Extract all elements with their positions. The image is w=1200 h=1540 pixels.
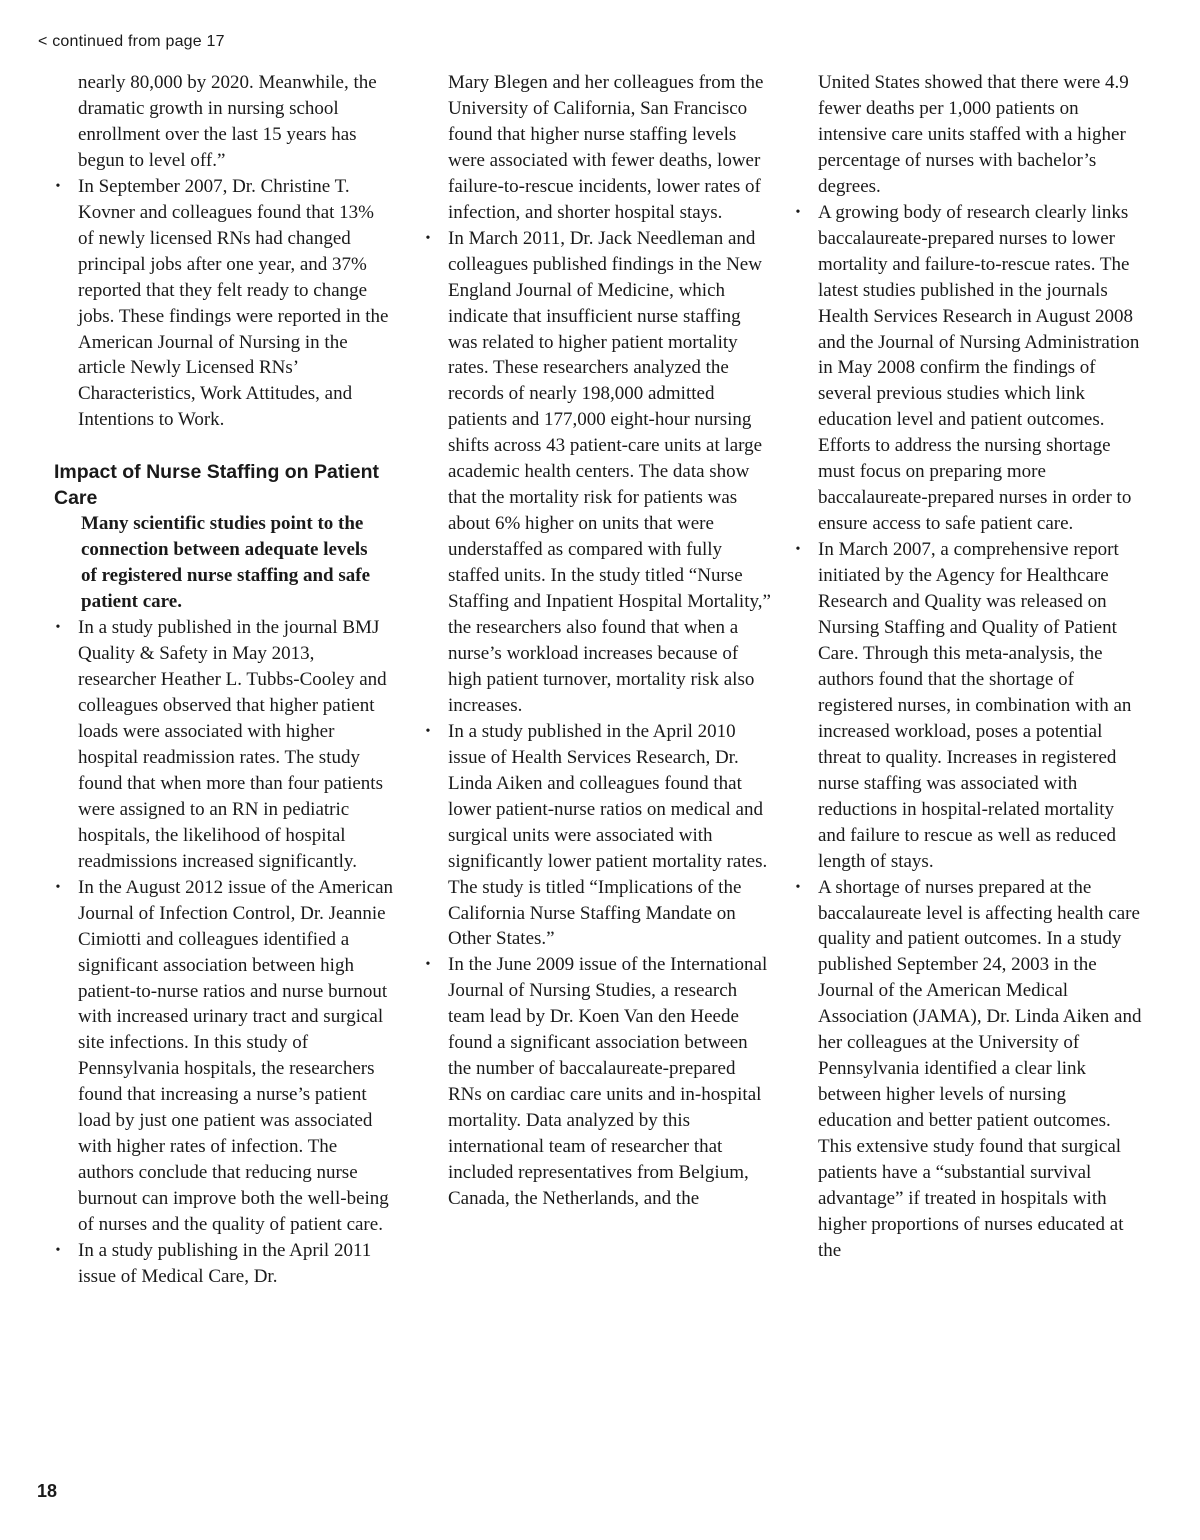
- article-column-3: [794, 70, 1142, 1264]
- bullet-icon: •: [55, 879, 61, 895]
- bullet-icon: •: [795, 879, 801, 895]
- continued-paragraph: Mary Blegen and her colleagues from the University of California, San Francisco found that higher nurse staffing levels were associated with fewer deaths, lower failure-to-rescue incidents, lower rates of infection, and shorter hospital stays.: [448, 72, 764, 223]
- continued-paragraph: nearly 80,000 by 2020. Meanwhile, the dramatic growth in nursing school enrollment over the last 15 years has begun to level off.”: [78, 72, 377, 171]
- list-item: [424, 226, 772, 719]
- bullet-icon: •: [425, 957, 431, 973]
- article-column-2: [424, 70, 772, 1212]
- list-item: [54, 875, 394, 1238]
- article-column-1: [54, 70, 394, 1290]
- bullet-icon: •: [55, 178, 61, 194]
- list-item: [424, 952, 772, 1212]
- list-item-text: In a study published in the April 2010 issue of Health Services Research, Dr. Linda Aiken and colleagues found that lower patient-nurse ratios on medical and surgical units were associated with significantly lower patient mortality rates. The study is titled “Implications of the California Nurse Staffing Mandate on Other States.”: [448, 720, 768, 950]
- list-item-text: A growing body of research clearly links baccalaureate-prepared nurses to lower mortality and failure-to-rescue rates. The latest studies published in the journals Health Services Research in August 2008 and the Journal of Nursing Administration in May 2008 confirm the findings of several previous studies which link education level and patient outcomes. Efforts to address the nursing shortage must focus on preparing more baccalaureate-prepared nurses in order to ensure access to safe patient care.: [818, 201, 1140, 535]
- list-item-text: In September 2007, Dr. Christine T. Kovner and colleagues found that 13% of newly licensed RNs had changed principal jobs after one year, and 37% reported that they felt ready to change jobs. These findings were reported in the American Journal of Nursing in the article Newly Licensed RNs’ Characteristics, Work Attitudes, and Intentions to Work.: [78, 175, 389, 431]
- bullet-list: [54, 174, 394, 434]
- list-item: [54, 174, 394, 434]
- list-item-text: In a study published in the journal BMJ Quality & Safety in May 2013, researcher Heather L. Tubbs-Cooley and colleagues observed that higher patient loads were associated with higher hospital readmission rates. The study found that when more than four patients were assigned to an RN in pediatric hospitals, the likelihood of hospital readmissions increased significantly.: [78, 617, 387, 872]
- list-item-text: A shortage of nurses prepared at the baccalaureate level is affecting health care quality and patient outcomes. In a study published September 24, 2003 in the Journal of the American Medical Association (JAMA), Dr. Linda Aiken and her colleagues at the University of Pennsylvania identified a clear link between higher levels of nursing education and better patient outcomes. This extensive study found that surgical patients have a “substantial survival advantage” if treated in hospitals with higher proportions of nurses educated at the: [818, 876, 1142, 1261]
- continued-paragraph: United States showed that there were 4.9 fewer deaths per 1,000 patients on intensive care units staffed with a higher percentage of nurses with bachelor’s degrees.: [818, 72, 1129, 197]
- bullet-icon: •: [425, 230, 431, 246]
- running-head: < continued from page 17: [38, 33, 225, 50]
- bullet-icon: •: [55, 1243, 61, 1259]
- list-item-text: In March 2011, Dr. Jack Needleman and colleagues published findings in the New England Journal of Medicine, which indicate that insufficient nurse staffing was related to higher patient mortality rates. These researchers analyzed the records of nearly 198,000 admitted patients and 177,000 eight-hour nursing shifts across 43 patient-care units at large academic health centers. The data show that the mortality risk for patients was about 6% higher on units that were understaffed as compared with fully staffed units. In the study titled “Nurse Staffing and Inpatient Hospital Mortality,” the researchers also found that when a nurse’s workload increases because of high patient turnover, mortality risk also increases.: [448, 227, 771, 716]
- list-item-text: In a study publishing in the April 2011 issue of Medical Care, Dr.: [78, 1240, 372, 1287]
- page-number: 18: [37, 1481, 58, 1501]
- bullet-icon: •: [795, 542, 801, 558]
- list-item: [54, 1238, 394, 1290]
- lead-line: connection between adequate levels: [81, 539, 368, 561]
- list-item-text: In the August 2012 issue of the American Journal of Infection Control, Dr. Jeannie Cimiotti and colleagues identified a significant association between high patient-to-nurse ratios and nurse burnout with increased urinary tract and surgical site infections. In this study of Pennsylvania hospitals, the researchers found that increasing a nurse’s patient load by just one patient was associated with higher rates of infection. The authors conclude that reducing nurse burnout can improve both the well-being of nurses and the quality of patient care.: [78, 876, 394, 1236]
- bullet-icon: •: [425, 723, 431, 739]
- list-item: [794, 537, 1142, 874]
- list-item: [54, 615, 394, 875]
- section-heading: Impact of Nurse Staffing on Patient Care: [54, 461, 380, 510]
- bullet-icon: •: [795, 204, 801, 220]
- lead-paragraph: [54, 511, 394, 615]
- bullet-list: [54, 615, 394, 1290]
- list-item: [424, 719, 772, 953]
- bullet-icon: •: [55, 620, 61, 636]
- list-item-text: In March 2007, a comprehensive report initiated by the Agency for Healthcare Research and Quality was released on Nursing Staffing and Quality of Patient Care. Through this meta-analysis, the authors found that the shortage of registered nurses, in combination with an increased workload, poses a potential threat to quality. Increases in registered nurse staffing was associated with reductions in hospital-related mortality and failure to rescue as well as reduced length of stays.: [818, 539, 1132, 872]
- bullet-list: [794, 200, 1142, 1264]
- list-item-text: In the June 2009 issue of the International Journal of Nursing Studies, a research team lead by Dr. Koen Van den Heede found a significant association between the number of baccalaureate-prepared RNs on cardiac care units and in-hospital mortality. Data analyzed by this international team of researcher that included representatives from Belgium, Canada, the Netherlands, and the: [448, 954, 768, 1209]
- lead-line: of registered nurse staffing and safe: [81, 565, 371, 587]
- bullet-list: [424, 226, 772, 1212]
- list-item: [794, 875, 1142, 1264]
- list-item: [794, 200, 1142, 537]
- lead-line: Many scientific studies point to the: [81, 513, 364, 535]
- lead-line: patient care.: [81, 591, 182, 613]
